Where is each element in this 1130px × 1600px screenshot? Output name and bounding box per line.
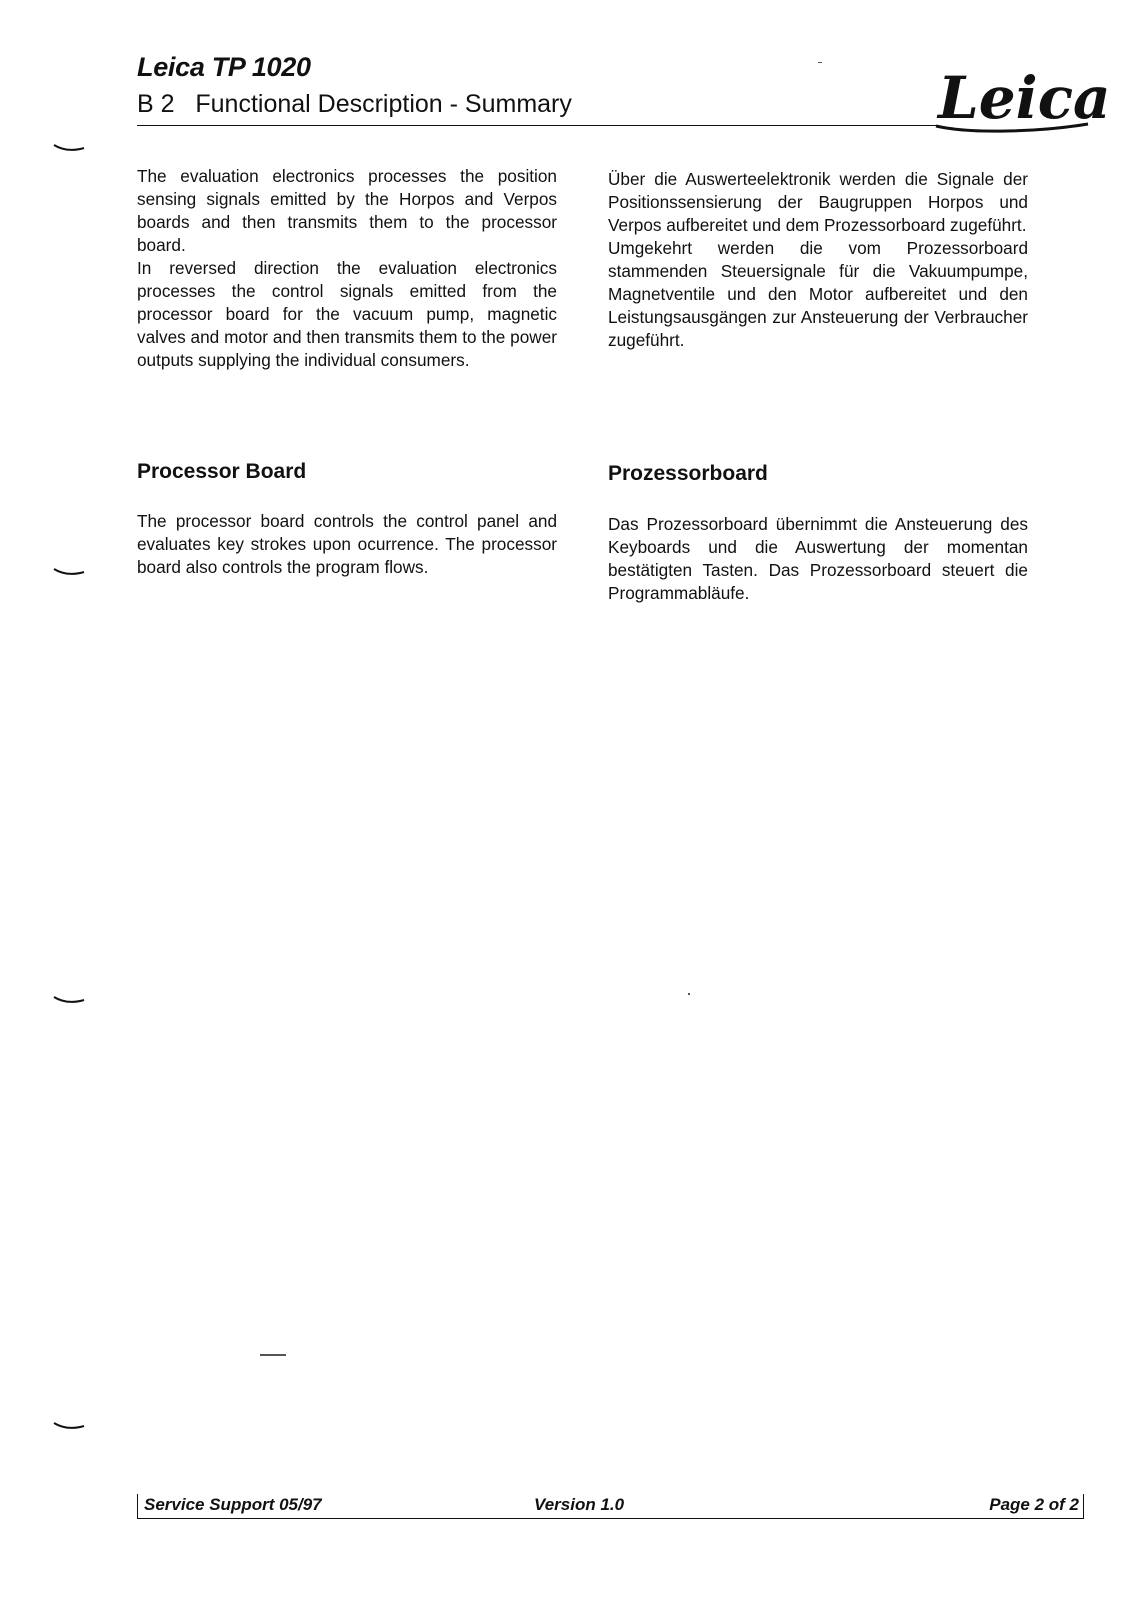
english-intro-paragraph-2: In reversed direction the evaluation electronics processes the control signals emitted from the processor board for the vacuum pump, magnetic valves and motor and then transmits them to the power outputs supplying the individual consumers. bbox=[137, 258, 557, 370]
german-processor-heading: Prozessorboard bbox=[608, 462, 768, 485]
english-intro bbox=[137, 165, 557, 372]
footer-page-number: Page 2 of 2 bbox=[989, 1495, 1079, 1514]
english-processor-text: The processor board controls the control panel and evaluates key strokes upon ocurrence. The processor board also controls the program flows. bbox=[137, 511, 557, 577]
english-intro-paragraph-1: The evaluation electronics processes the position sensing signals emitted by the Horpos and Verpos boards and then transmits them to the processor board. bbox=[137, 166, 557, 255]
german-intro-paragraph-1: Über die Auswerteelektronik werden die Signale der Positionssensierung der Baugruppen Horpos und Verpos aufbereitet und dem Prozessorboard zugeführt. bbox=[608, 169, 1028, 235]
english-processor-heading: Processor Board bbox=[137, 460, 307, 483]
german-intro-paragraph-2: Umgekehrt werden die vom Prozessorboard stammenden Steuersignale für die Vakuumpumpe, Magnetventile und den Motor aufbereitet und den Leistungsausgängen zur Ansteuerung der Verbraucher zugeführt. bbox=[608, 238, 1028, 350]
german-processor-text: Das Prozessorboard übernimmt die Ansteuerung des Keyboards und die Auswertung der momentan bestätigten Tasten. Das Prozessorboard steuert die Programmabläufe. bbox=[608, 514, 1028, 603]
scan-speck bbox=[818, 62, 822, 63]
margin-mark bbox=[52, 567, 86, 577]
scan-speck bbox=[688, 993, 690, 995]
scan-speck bbox=[260, 1354, 286, 1356]
section-title: B 2 Functional Description - Summary bbox=[137, 90, 572, 118]
footer-service-support: Service Support 05/97 bbox=[144, 1495, 322, 1514]
footer-version: Version 1.0 bbox=[534, 1495, 625, 1514]
footer bbox=[137, 1494, 1084, 1519]
leica-logo bbox=[930, 64, 1111, 145]
header-divider bbox=[137, 125, 937, 126]
leica-logo-wordmark: Leica bbox=[938, 64, 1111, 132]
margin-mark bbox=[52, 995, 86, 1005]
product-title: Leica TP 1020 bbox=[137, 52, 311, 82]
margin-mark bbox=[52, 143, 86, 153]
german-intro bbox=[608, 168, 1028, 352]
margin-mark bbox=[52, 1421, 86, 1431]
